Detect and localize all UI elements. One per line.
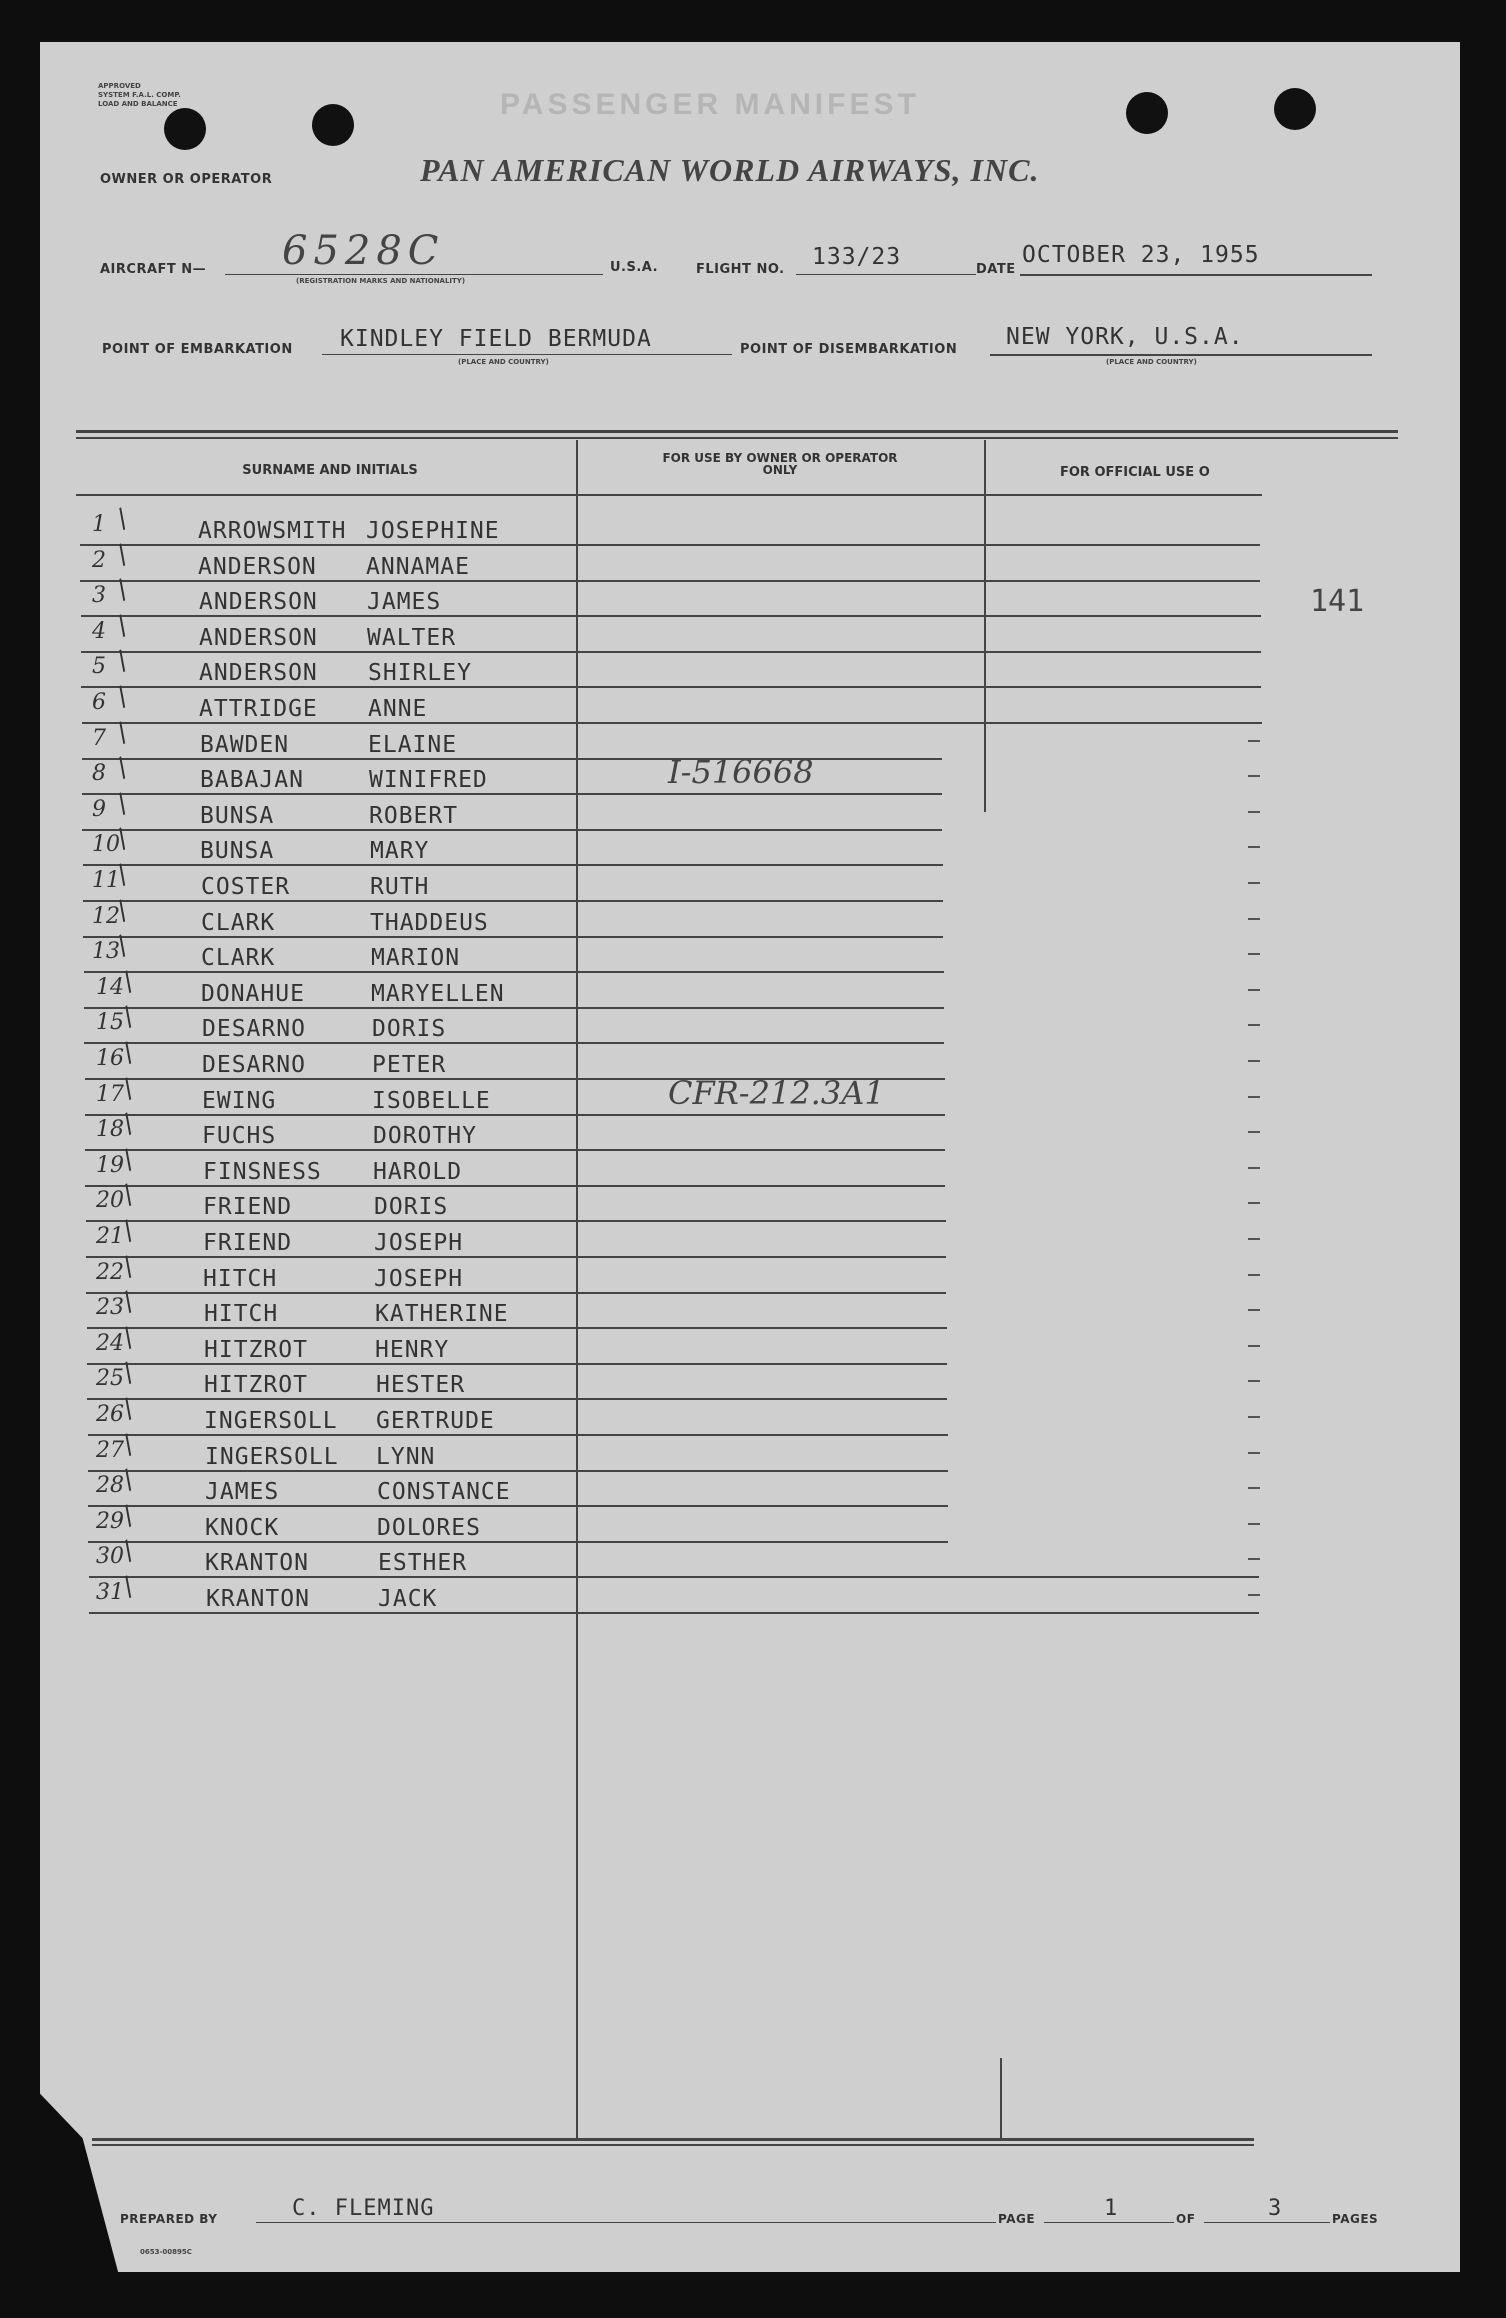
owner-label: OWNER OR OPERATOR <box>100 172 273 187</box>
passenger-given-name: GERTRUDE <box>376 1408 495 1434</box>
passenger-surname: CLARK <box>201 945 276 971</box>
passenger-surname: KNOCK <box>205 1515 280 1541</box>
margin-dash <box>1248 989 1260 991</box>
prepared-by-line <box>256 2222 996 2223</box>
passenger-given-name: DOLORES <box>377 1515 481 1541</box>
passenger-surname: ATTRIDGE <box>199 696 318 722</box>
margin-dash <box>1248 918 1260 920</box>
company-name: PAN AMERICAN WORLD AIRWAYS, INC. <box>420 152 1040 188</box>
row-rule <box>80 580 1260 582</box>
row-rule <box>81 651 1261 653</box>
check-mark: / <box>117 1357 140 1389</box>
row-number: 29 <box>96 1509 124 1534</box>
row-number: 9 <box>92 797 106 822</box>
row-rule <box>85 1185 945 1187</box>
row-rule <box>87 1363 947 1365</box>
operator-note: I-516668 <box>668 753 814 791</box>
row-number: 22 <box>96 1260 124 1285</box>
page-number: 1 <box>1104 2196 1119 2221</box>
passenger-given-name: WALTER <box>367 625 457 651</box>
row-number: 26 <box>96 1402 124 1427</box>
margin-dash <box>1248 1558 1260 1560</box>
form-number: 0653-00895C <box>140 2248 192 2256</box>
passenger-given-name: ANNAMAE <box>366 554 470 580</box>
passenger-given-name: HENRY <box>375 1337 450 1363</box>
passenger-given-name: HAROLD <box>373 1159 463 1185</box>
row-rule <box>88 1505 948 1507</box>
date-label: DATE <box>976 262 1016 277</box>
passenger-surname: HITCH <box>203 1266 278 1292</box>
passenger-given-name: CONSTANCE <box>377 1479 511 1505</box>
passenger-given-name: DORIS <box>372 1016 447 1042</box>
margin-dash <box>1248 1523 1260 1525</box>
margin-dash <box>1248 1380 1260 1382</box>
row-rule <box>82 829 942 831</box>
check-mark: / <box>111 503 134 535</box>
margin-dash <box>1248 1487 1260 1489</box>
margin-dash <box>1248 775 1260 777</box>
row-number: 8 <box>92 761 106 786</box>
column-divider-3 <box>1000 2058 1002 2138</box>
passenger-given-name: JOSEPHINE <box>366 518 500 544</box>
check-mark: / <box>111 717 134 749</box>
row-number: 27 <box>96 1438 124 1463</box>
check-mark: / <box>117 1464 140 1496</box>
row-number: 25 <box>96 1366 124 1391</box>
aircraft-label: AIRCRAFT N— <box>100 262 207 277</box>
check-mark: / <box>117 1500 140 1532</box>
check-mark: / <box>117 1286 140 1318</box>
table-bottom-rule <box>92 2138 1254 2141</box>
date-line <box>1020 274 1372 276</box>
passenger-surname: FUCHS <box>202 1123 277 1149</box>
passenger-given-name: JAMES <box>367 589 442 615</box>
passenger-surname: KRANTON <box>206 1586 310 1612</box>
row-number: 31 <box>96 1580 124 1605</box>
passenger-given-name: RUTH <box>370 874 430 900</box>
margin-dash <box>1248 1096 1260 1098</box>
row-number: 17 <box>96 1082 124 1107</box>
row-number: 12 <box>92 904 120 929</box>
margin-dash <box>1248 1452 1260 1454</box>
passenger-given-name: KATHERINE <box>375 1301 509 1327</box>
row-number: 15 <box>96 1010 124 1035</box>
row-rule <box>83 936 943 938</box>
row-number: 11 <box>92 868 120 893</box>
check-mark: / <box>111 895 134 927</box>
margin-dash <box>1248 1345 1260 1347</box>
row-number: 1 <box>92 512 106 537</box>
passenger-surname: ANDERSON <box>199 625 318 651</box>
row-rule <box>85 1114 945 1116</box>
row-number: 23 <box>96 1295 124 1320</box>
margin-dash <box>1248 811 1260 813</box>
passenger-surname: FRIEND <box>203 1194 293 1220</box>
passenger-surname: HITCH <box>204 1301 279 1327</box>
margin-dash <box>1248 846 1260 848</box>
row-rule <box>87 1327 947 1329</box>
passenger-given-name: MARY <box>370 838 430 864</box>
row-number: 10 <box>92 832 120 857</box>
table-bottom-rule-2 <box>92 2144 1254 2146</box>
passenger-surname: DESARNO <box>202 1016 306 1042</box>
passenger-surname: FINSNESS <box>203 1159 322 1185</box>
row-number: 24 <box>96 1331 124 1356</box>
passenger-surname: ANDERSON <box>199 660 318 686</box>
row-number: 19 <box>96 1153 124 1178</box>
row-number: 6 <box>92 690 106 715</box>
row-rule <box>84 1007 944 1009</box>
embark-point: KINDLEY FIELD BERMUDA <box>340 326 652 352</box>
margin-dash <box>1248 1416 1260 1418</box>
passenger-given-name: MARYELLEN <box>371 981 505 1007</box>
check-mark: / <box>117 1037 140 1069</box>
pages-label: PAGES <box>1332 2212 1379 2226</box>
disembark-label: POINT OF DISEMBARKATION <box>740 342 958 357</box>
row-rule <box>89 1576 1259 1578</box>
check-mark: / <box>111 610 134 642</box>
passenger-given-name: DORIS <box>374 1194 449 1220</box>
passenger-surname: KRANTON <box>205 1550 309 1576</box>
check-mark: / <box>111 645 134 677</box>
passenger-surname: EWING <box>202 1088 277 1114</box>
check-mark: / <box>117 966 140 998</box>
passenger-given-name: ROBERT <box>369 803 459 829</box>
check-mark: / <box>111 681 134 713</box>
check-mark: / <box>117 1535 140 1567</box>
passenger-given-name: JACK <box>378 1586 438 1612</box>
passenger-surname: ANDERSON <box>198 554 317 580</box>
check-mark: / <box>111 539 134 571</box>
row-rule <box>84 1042 944 1044</box>
check-mark: / <box>117 1429 140 1461</box>
total-pages-line <box>1204 2222 1330 2223</box>
passenger-surname: BAWDEN <box>200 732 290 758</box>
owner-use-column-header: FOR USE BY OWNER OR OPERATOR ONLY <box>662 451 898 477</box>
column-divider-1 <box>576 440 578 2138</box>
margin-dash <box>1248 1594 1260 1596</box>
check-mark: / <box>111 788 134 820</box>
form-title: PASSENGER MANIFEST <box>500 88 920 121</box>
passenger-surname: COSTER <box>201 874 291 900</box>
of-label: OF <box>1176 2212 1196 2226</box>
check-mark: / <box>117 1001 140 1033</box>
margin-dash <box>1248 1167 1260 1169</box>
row-number: 21 <box>96 1224 124 1249</box>
margin-dash <box>1248 1309 1260 1311</box>
passenger-given-name: HESTER <box>376 1372 466 1398</box>
check-mark: / <box>111 823 134 855</box>
margin-dash <box>1248 1024 1260 1026</box>
punch-hole <box>312 104 354 146</box>
passenger-given-name: WINIFRED <box>369 767 488 793</box>
passenger-surname: CLARK <box>201 910 276 936</box>
row-rule <box>88 1541 948 1543</box>
row-number: 3 <box>92 583 106 608</box>
margin-dash <box>1248 953 1260 955</box>
row-rule <box>89 1612 1259 1614</box>
check-mark: / <box>111 930 134 962</box>
row-rule <box>87 1398 947 1400</box>
row-rule <box>82 722 1262 724</box>
passenger-surname: HITZROT <box>204 1372 308 1398</box>
row-number: 2 <box>92 548 106 573</box>
row-rule <box>88 1470 948 1472</box>
disembark-line <box>990 354 1372 356</box>
passenger-surname: BUNSA <box>200 838 275 864</box>
flight-label: FLIGHT NO. <box>696 262 785 277</box>
row-number: 20 <box>96 1188 124 1213</box>
page-line <box>1044 2222 1174 2223</box>
row-number: 13 <box>92 939 120 964</box>
row-rule <box>83 900 943 902</box>
passenger-given-name: THADDEUS <box>370 910 489 936</box>
operator-note: CFR-212.3A1 <box>668 1074 885 1112</box>
check-mark: / <box>117 1215 140 1247</box>
passenger-surname: BUNSA <box>200 803 275 829</box>
column-divider-2 <box>984 440 986 812</box>
embark-line <box>322 354 732 355</box>
aircraft-line <box>225 274 603 275</box>
row-rule <box>88 1434 948 1436</box>
disembark-point: NEW YORK, U.S.A. <box>1006 324 1244 350</box>
check-mark: / <box>117 1179 140 1211</box>
passenger-given-name: ANNE <box>368 696 428 722</box>
approval-stamp: APPROVED SYSTEM F.A.L. COMP. LOAD AND BALANCE <box>98 82 181 108</box>
header-bottom-rule <box>76 494 1262 496</box>
margin-dash <box>1248 1274 1260 1276</box>
surname-column-header: SURNAME AND INITIALS <box>242 463 418 478</box>
passenger-surname: ARROWSMITH <box>198 518 347 544</box>
embark-label: POINT OF EMBARKATION <box>102 342 293 357</box>
row-number: 16 <box>96 1046 124 1071</box>
passenger-given-name: DOROTHY <box>373 1123 477 1149</box>
official-use-column-header: FOR OFFICIAL USE O <box>1060 465 1210 480</box>
punch-hole <box>1274 88 1316 130</box>
usa-label: U.S.A. <box>610 260 659 275</box>
manifest-sheet <box>40 42 1460 2272</box>
check-mark: / <box>117 1251 140 1283</box>
passenger-surname: INGERSOLL <box>204 1408 338 1434</box>
check-mark: / <box>111 752 134 784</box>
punch-hole <box>164 108 206 150</box>
disembark-caption: (PLACE AND COUNTRY) <box>1106 358 1197 366</box>
aircraft-number: 6528C <box>282 228 445 274</box>
row-rule <box>86 1256 946 1258</box>
row-number: 14 <box>96 975 124 1000</box>
row-rule <box>81 615 1261 617</box>
row-rule <box>84 971 944 973</box>
margin-dash <box>1248 1238 1260 1240</box>
table-top-rule-2 <box>76 437 1398 439</box>
flight-number: 133/23 <box>812 244 902 270</box>
prepared-by-name: C. FLEMING <box>292 2196 435 2221</box>
margin-dash <box>1248 882 1260 884</box>
page-label: PAGE <box>998 2212 1036 2226</box>
check-mark: / <box>111 859 134 891</box>
row-rule <box>86 1220 946 1222</box>
passenger-surname: FRIEND <box>203 1230 293 1256</box>
row-rule <box>83 864 943 866</box>
margin-dash <box>1248 1202 1260 1204</box>
row-number: 7 <box>92 726 106 751</box>
row-rule <box>82 793 942 795</box>
margin-note: 141 <box>1310 584 1365 619</box>
margin-dash <box>1248 740 1260 742</box>
prepared-by-label: PREPARED BY <box>120 2212 218 2226</box>
embark-caption: (PLACE AND COUNTRY) <box>458 358 549 366</box>
flight-date: OCTOBER 23, 1955 <box>1022 242 1260 268</box>
passenger-surname: JAMES <box>205 1479 280 1505</box>
row-number: 28 <box>96 1473 124 1498</box>
passenger-given-name: LYNN <box>376 1444 436 1470</box>
punch-hole <box>1126 92 1168 134</box>
check-mark: / <box>117 1571 140 1603</box>
passenger-given-name: ESTHER <box>378 1550 468 1576</box>
row-rule <box>81 686 1261 688</box>
check-mark: / <box>117 1144 140 1176</box>
row-rule <box>86 1292 946 1294</box>
margin-dash <box>1248 1060 1260 1062</box>
passenger-surname: DESARNO <box>202 1052 306 1078</box>
passenger-surname: BABAJAN <box>200 767 304 793</box>
passenger-given-name: MARION <box>371 945 461 971</box>
passenger-given-name: ISOBELLE <box>372 1088 491 1114</box>
passenger-given-name: SHIRLEY <box>368 660 472 686</box>
passenger-surname: HITZROT <box>204 1337 308 1363</box>
passenger-given-name: ELAINE <box>368 732 458 758</box>
row-rule <box>85 1149 945 1151</box>
passenger-given-name: JOSEPH <box>374 1230 464 1256</box>
flight-line <box>796 274 976 275</box>
passenger-surname: DONAHUE <box>201 981 305 1007</box>
row-number: 18 <box>96 1117 124 1142</box>
row-number: 4 <box>92 619 106 644</box>
margin-dash <box>1248 1131 1260 1133</box>
check-mark: / <box>111 574 134 606</box>
registration-caption: (REGISTRATION MARKS AND NATIONALITY) <box>296 277 466 285</box>
check-mark: / <box>117 1322 140 1354</box>
check-mark: / <box>117 1108 140 1140</box>
check-mark: / <box>117 1073 140 1105</box>
table-top-rule <box>76 430 1398 433</box>
check-mark: / <box>117 1393 140 1425</box>
passenger-surname: ANDERSON <box>199 589 318 615</box>
row-rule <box>80 544 1260 546</box>
row-number: 5 <box>92 654 106 679</box>
passenger-given-name: JOSEPH <box>374 1266 464 1292</box>
total-pages: 3 <box>1268 2196 1283 2221</box>
row-number: 30 <box>96 1544 124 1569</box>
passenger-given-name: PETER <box>372 1052 447 1078</box>
passenger-surname: INGERSOLL <box>205 1444 339 1470</box>
